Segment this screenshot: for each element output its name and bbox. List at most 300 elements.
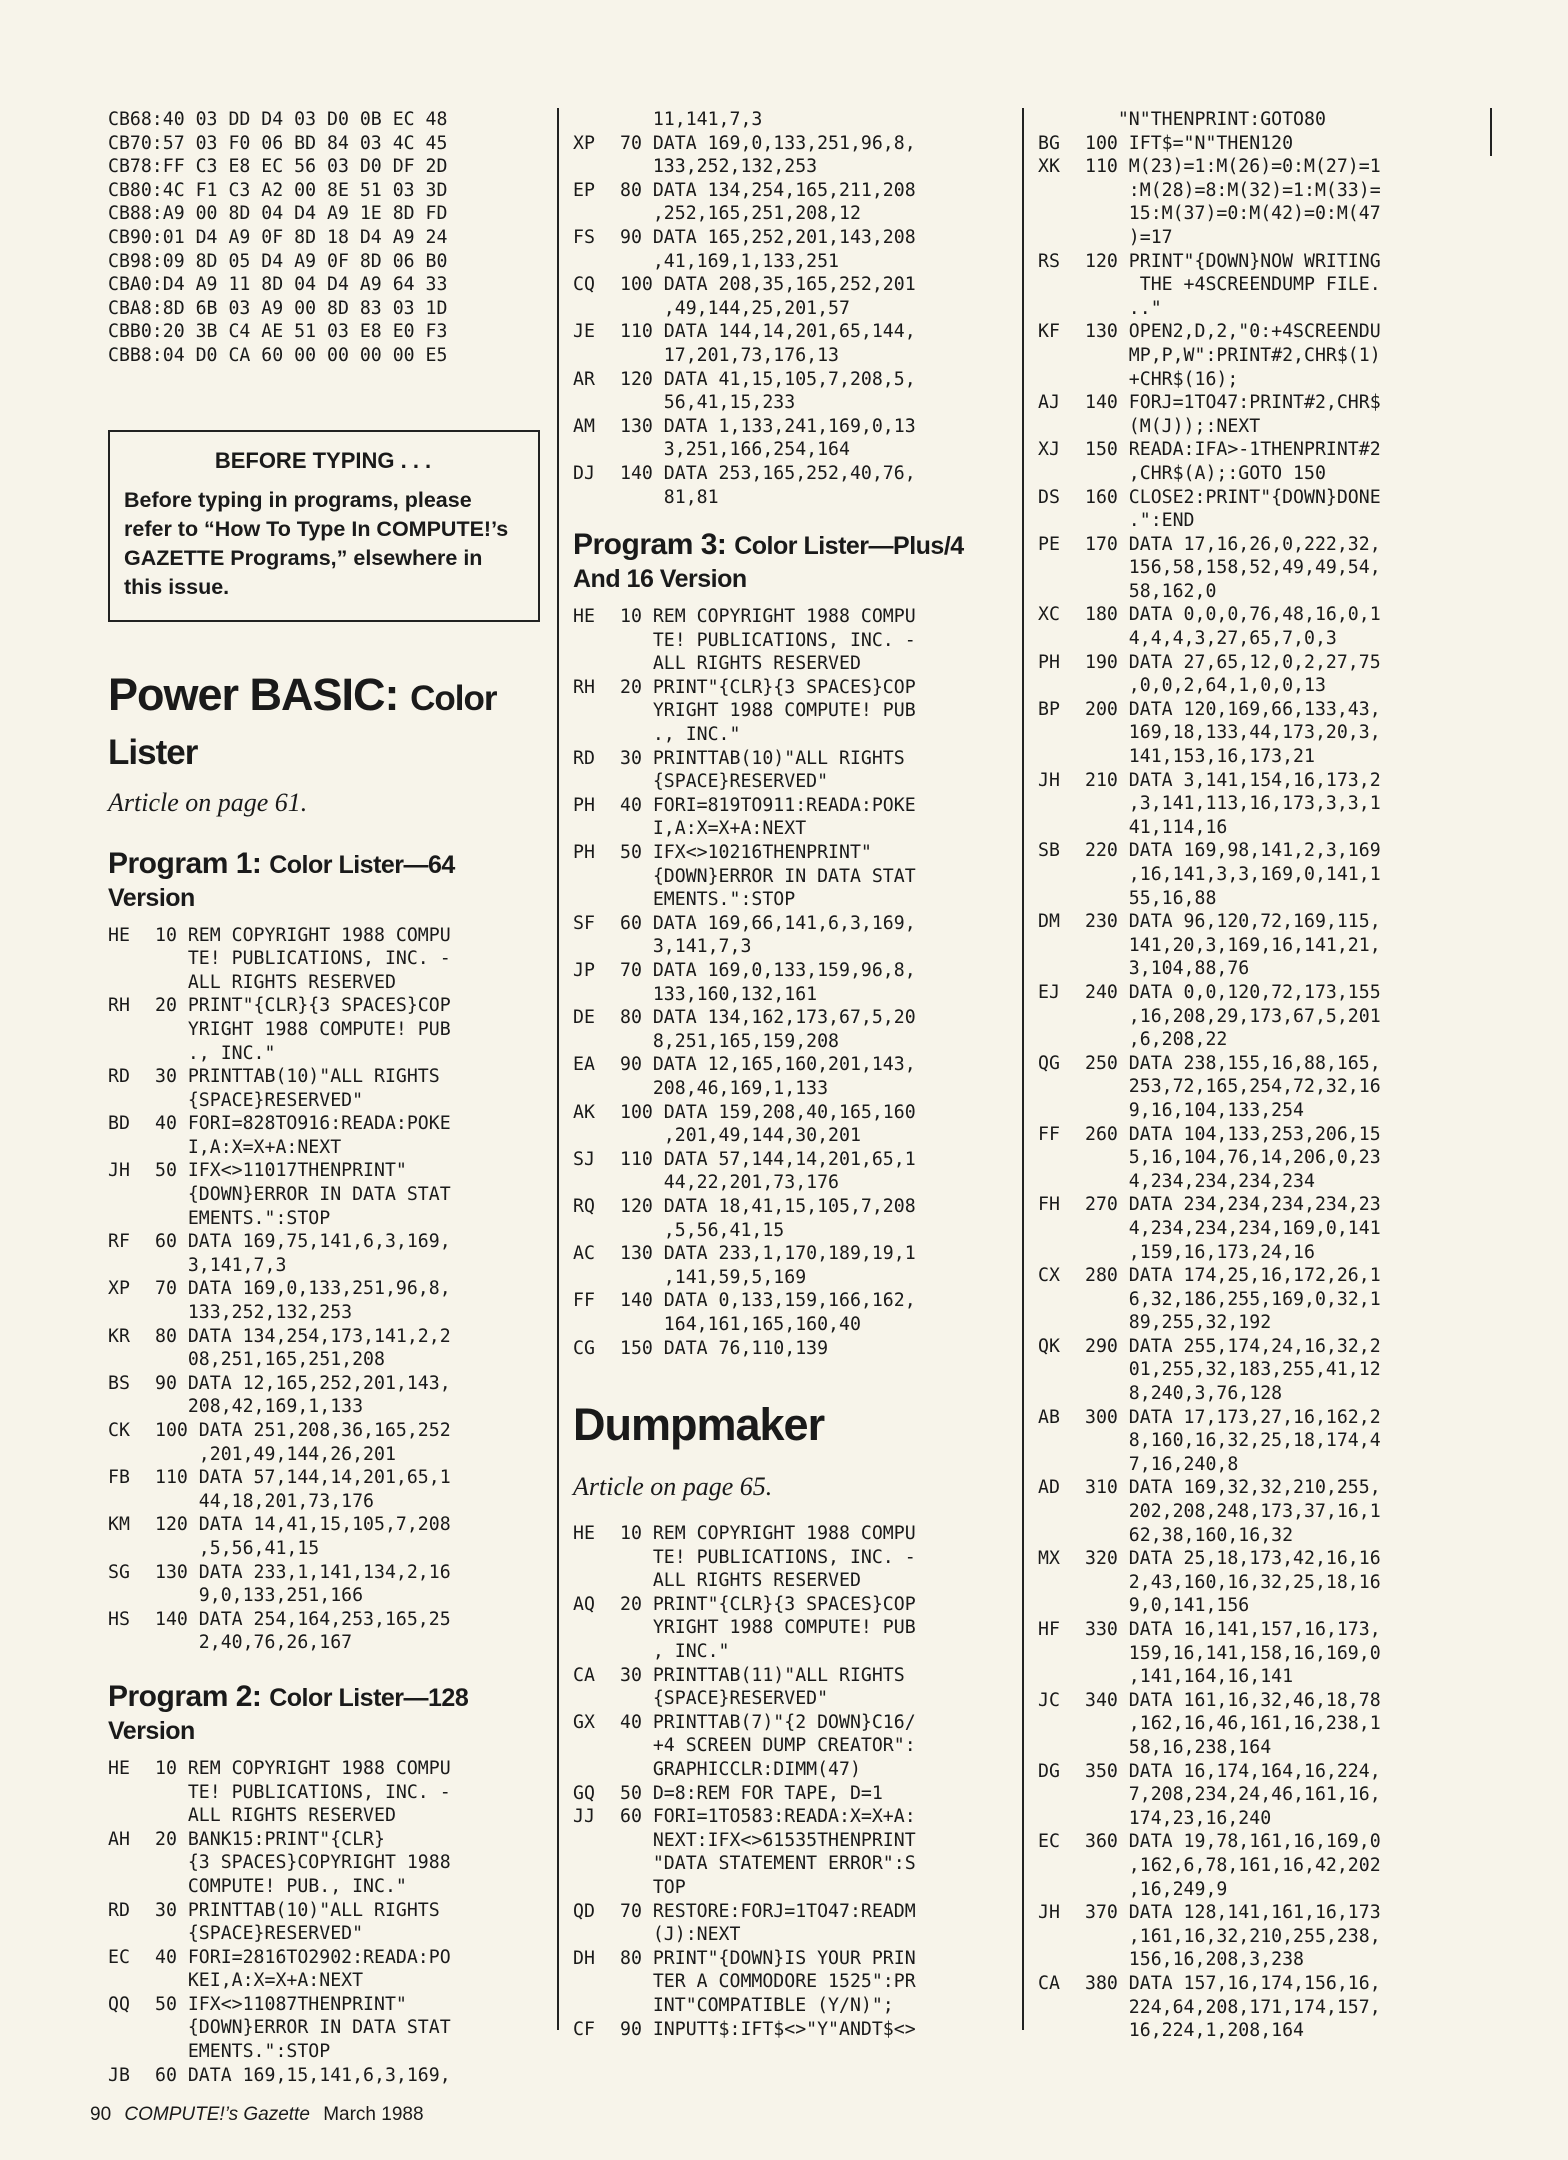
listing-line <box>1038 1618 1478 1689</box>
checksum-tag: HS <box>108 1608 130 1630</box>
listing-line <box>1038 1689 1478 1760</box>
listing-line <box>1038 910 1478 981</box>
listing-line <box>1038 603 1478 650</box>
listing-line <box>1038 132 1478 156</box>
listing-code: 140 DATA 253,165,252,40,76, 81,81 <box>620 462 916 508</box>
listing-code: "N"THENPRINT:GOTO80 <box>1085 109 1326 130</box>
checksum-tag: XC <box>1038 604 1060 626</box>
checksum-tag: CX <box>1038 1265 1060 1287</box>
listing-line <box>1038 108 1478 132</box>
hex-line: CBB0:20 3B C4 AE 51 03 E8 E0 F3 <box>108 321 448 343</box>
listing-line <box>1038 1406 1478 1477</box>
listing-code: 60 FORI=1TO583:READA:X=X+A: NEXT:IFX<>61535THENPRINT "DATA STATEMENT ERROR":S TOP <box>620 1806 916 1898</box>
listing-line <box>573 415 1005 462</box>
listing-line <box>1038 155 1478 249</box>
listing-line <box>573 1148 1005 1195</box>
checksum-tag: JH <box>108 1160 130 1182</box>
hex-line: CB98:09 8D 05 D4 A9 0F 8D 06 B0 <box>108 250 448 272</box>
checksum-tag: FF <box>573 1290 595 1312</box>
listing-line <box>108 1608 540 1655</box>
article-title-sub: Color <box>410 678 497 718</box>
listing-line <box>1038 1972 1478 2043</box>
listing-line <box>573 1947 1005 2018</box>
listing-code: 340 DATA 161,16,32,46,18,78 ,162,16,46,161,16,238,1 58,16,238,164 <box>1085 1689 1381 1758</box>
listing-code: 160 CLOSE2:PRINT"{DOWN}DONE .":END <box>1085 486 1381 532</box>
listing-line <box>573 1006 1005 1053</box>
checksum-tag: CG <box>573 1337 595 1359</box>
article-title <box>108 670 540 778</box>
magazine-name: COMPUTE!’s Gazette <box>124 2104 310 2125</box>
listing-line <box>108 1277 540 1324</box>
listing-line <box>108 1561 540 1608</box>
checksum-tag: RD <box>573 747 595 769</box>
program-1-subtitle-line2: Version <box>108 883 195 912</box>
listing-line <box>573 1101 1005 1148</box>
checksum-tag: AD <box>1038 1477 1060 1499</box>
checksum-tag: FF <box>1038 1123 1060 1145</box>
checksum-tag: QQ <box>108 1993 130 2015</box>
listing-code: 80 DATA 134,162,173,67,5,20 8,251,165,159,208 <box>620 1007 916 1052</box>
listing-code: 20 PRINT"{CLR}{3 SPACES}COP YRIGHT 1988 COMPUTE! PUB ., INC." <box>620 676 916 746</box>
checksum-tag: SB <box>1038 840 1060 862</box>
listing-line <box>1038 1264 1478 1335</box>
listing-line <box>1038 1760 1478 1831</box>
checksum-tag: EP <box>573 179 595 201</box>
checksum-tag: AR <box>573 368 595 390</box>
checksum-tag: PH <box>573 842 595 864</box>
before-typing-body: Before typing in programs, please refer to “How To Type In COMPUTE!’s GAZETTE Programs,” elsewhere in this issue. <box>124 487 509 599</box>
listing-line <box>1038 1335 1478 1406</box>
checksum-tag: BP <box>1038 698 1060 720</box>
listing-code: 120 DATA 18,41,15,105,7,208 ,5,56,41,15 <box>620 1195 916 1241</box>
listing-code: 90 DATA 12,165,252,201,143, 208,42,169,1,133 <box>155 1372 451 1418</box>
listing-line <box>1038 839 1478 910</box>
hex-line: CB90:01 D4 A9 0F 8D 18 D4 A9 24 <box>108 226 448 248</box>
listing-line <box>573 1900 1005 1947</box>
listing-line <box>108 1993 540 2064</box>
listing-line <box>108 1757 540 1828</box>
article-title-line2: Lister <box>108 732 198 772</box>
column-rule-edge <box>1490 108 1492 156</box>
checksum-tag: QG <box>1038 1052 1060 1074</box>
listing-code: 320 DATA 25,18,173,42,16,16 2,43,160,16,32,25,18,16 9,0,141,156 <box>1085 1548 1381 1617</box>
hex-line: CBA8:8D 6B 03 A9 00 8D 83 03 1D <box>108 297 448 319</box>
program-3-heading <box>573 529 1005 595</box>
listing-code: 110 M(23)=1:M(26)=0:M(27)=1 :M(28)=8:M(32)=1:M(33)= 15:M(37)=0:M(42)=0:M(47 )=17 <box>1085 156 1381 248</box>
listing-line <box>573 2018 1005 2042</box>
article-page-ref: Article on page 61. <box>108 787 308 817</box>
listing-line <box>1038 320 1478 391</box>
program-1-heading <box>108 848 540 914</box>
checksum-tag: DM <box>1038 911 1060 933</box>
checksum-tag: KR <box>108 1325 130 1347</box>
listing-line <box>573 320 1005 367</box>
listing-code: 80 PRINT"{DOWN}IS YOUR PRIN TER A COMMODORE 1525":PR INT"COMPATIBLE (Y/N)"; <box>620 1947 916 2016</box>
listing-code: 130 DATA 1,133,241,169,0,13 3,251,166,254,164 <box>620 415 916 461</box>
checksum-tag: CK <box>108 1420 130 1441</box>
page-number: 90 <box>90 2104 112 2125</box>
checksum-tag: SJ <box>573 1148 595 1170</box>
listing-line <box>573 368 1005 415</box>
checksum-tag: RD <box>108 1899 130 1921</box>
listing-code: 330 DATA 16,141,157,16,173, 159,16,141,158,16,169,0 ,141,164,16,141 <box>1085 1619 1381 1688</box>
listing-line <box>1038 769 1478 840</box>
program-3-subtitle-line2: And 16 Version <box>573 565 747 594</box>
checksum-tag: GX <box>573 1711 595 1733</box>
listing-code: 380 DATA 157,16,174,156,16, 224,64,208,171,174,157, 16,224,1,208,164 <box>1085 1972 1381 2042</box>
checksum-tag: XP <box>108 1278 130 1300</box>
listing-code: 20 BANK15:PRINT"{CLR} {3 SPACES}COPYRIGHT 1988 COMPUTE! PUB., INC." <box>155 1828 451 1897</box>
program-1-listing <box>108 924 540 1655</box>
listing-code: 70 DATA 169,0,133,159,96,8, 133,160,132,161 <box>620 960 916 1005</box>
listing-line <box>108 1372 540 1419</box>
listing-code: 30 PRINTTAB(10)"ALL RIGHTS {SPACE}RESERVED" <box>155 1066 440 1111</box>
listing-code: 10 REM COPYRIGHT 1988 COMPU TE! PUBLICATIONS, INC. - ALL RIGHTS RESERVED <box>155 1757 451 1827</box>
checksum-tag: EC <box>108 1946 130 1968</box>
dumpmaker-title: Dumpmaker <box>573 1399 825 1451</box>
listing-line <box>573 794 1005 841</box>
checksum-tag: AM <box>573 415 595 437</box>
listing-line <box>573 1289 1005 1336</box>
hex-line: CBB8:04 D0 CA 60 00 00 00 00 E5 <box>108 344 448 366</box>
listing-code: 130 OPEN2,D,2,"0:+4SCREENDU MP,P,W":PRINT#2,CHR$(1) +CHR$(16); <box>1085 321 1381 390</box>
checksum-tag <box>573 108 620 132</box>
hex-line: CBA0:D4 A9 11 8D 04 D4 A9 64 33 <box>108 274 448 296</box>
listing-line <box>573 747 1005 794</box>
listing-code: 11,141,7,3 <box>620 109 763 130</box>
checksum-tag: XP <box>573 132 595 154</box>
checksum-tag: JE <box>573 321 595 343</box>
program-3-listing <box>573 605 1005 1360</box>
listing-code: 220 DATA 169,98,141,2,3,169 ,16,141,3,3,169,0,141,1 55,16,88 <box>1085 840 1381 909</box>
listing-code: 30 PRINTTAB(10)"ALL RIGHTS {SPACE}RESERVED" <box>620 747 905 793</box>
listing-line <box>1038 250 1478 321</box>
listing-line <box>1038 698 1478 769</box>
listing-line <box>1038 486 1478 533</box>
listing-line <box>573 1522 1005 1593</box>
listing-line <box>573 912 1005 959</box>
listing-code: 10 REM COPYRIGHT 1988 COMPU TE! PUBLICATIONS, INC. - ALL RIGHTS RESERVED <box>620 1523 916 1592</box>
dumpmaker-listing-cont <box>1038 108 1478 2043</box>
listing-line <box>108 1325 540 1372</box>
checksum-tag: RQ <box>573 1195 595 1217</box>
checksum-tag: JC <box>1038 1689 1060 1711</box>
column-rule-right <box>1022 108 1024 2030</box>
listing-code: 130 DATA 233,1,170,189,19,1 ,141,59,5,169 <box>620 1243 916 1288</box>
listing-line <box>573 273 1005 320</box>
listing-code: 10 REM COPYRIGHT 1988 COMPU TE! PUBLICATIONS, INC. - ALL RIGHTS RESERVED <box>155 924 451 993</box>
checksum-tag: RS <box>1038 250 1060 272</box>
checksum-tag: RF <box>108 1231 130 1253</box>
checksum-tag: QK <box>1038 1335 1060 1357</box>
checksum-tag: AJ <box>1038 392 1060 414</box>
listing-code: 40 FORI=2816TO2902:READA:PO KEI,A:X=X+A:NEXT <box>155 1946 451 1992</box>
listing-code: 120 DATA 41,15,105,7,208,5, 56,41,15,233 <box>620 368 916 414</box>
listing-code: 120 DATA 14,41,15,105,7,208 ,5,56,41,15 <box>155 1514 451 1559</box>
listing-code: 140 DATA 0,133,159,166,162, 164,161,165,160,40 <box>620 1290 916 1335</box>
listing-code: 70 RESTORE:FORJ=1TO47:READM (J):NEXT <box>620 1900 916 1946</box>
listing-line <box>108 1828 540 1899</box>
listing-line <box>108 1419 540 1466</box>
checksum-tag: RD <box>108 1066 130 1088</box>
column-2 <box>573 108 1005 2041</box>
listing-code: 100 DATA 208,35,165,252,201 ,49,144,25,201,57 <box>620 274 916 319</box>
listing-code: 140 DATA 254,164,253,165,25 2,40,76,26,167 <box>155 1608 451 1654</box>
checksum-tag: JH <box>1038 769 1060 791</box>
checksum-tag: PH <box>1038 651 1060 673</box>
listing-line <box>573 1782 1005 1806</box>
column-3 <box>1038 108 1478 2043</box>
listing-code: 60 DATA 169,75,141,6,3,169, 3,141,7,3 <box>155 1231 451 1276</box>
listing-code: 80 DATA 134,254,165,211,208 ,252,165,251,208,12 <box>620 179 916 225</box>
listing-code: 100 DATA 159,208,40,165,160 ,201,49,144,30,201 <box>620 1101 916 1147</box>
checksum-tag: HE <box>573 606 595 628</box>
listing-code: 240 DATA 0,0,120,72,173,155 ,16,208,29,173,67,5,201 ,6,208,22 <box>1085 981 1381 1051</box>
listing-code: 50 IFX<>11087THENPRINT" {DOWN}ERROR IN DATA STAT EMENTS.":STOP <box>155 1993 451 2063</box>
listing-line <box>573 132 1005 179</box>
program-2-subtitle: Color Lister—128 <box>269 1683 469 1712</box>
listing-code: 50 D=8:REM FOR TAPE, D=1 <box>620 1782 883 1804</box>
article-title-main: Power BASIC: <box>108 668 399 720</box>
checksum-tag: AC <box>573 1243 595 1265</box>
listing-line <box>573 1711 1005 1782</box>
listing-line <box>1038 981 1478 1052</box>
listing-code: 70 DATA 169,0,133,251,96,8, 133,252,132,253 <box>620 132 916 178</box>
before-typing-title: BEFORE TYPING . . . <box>214 447 432 473</box>
before-typing-box <box>108 430 540 622</box>
listing-code: 230 DATA 96,120,72,169,115, 141,20,3,169,16,141,21, 3,104,88,76 <box>1085 911 1381 980</box>
listing-line <box>1038 1547 1478 1618</box>
page-footer <box>90 2104 424 2126</box>
program-2-subtitle-line2: Version <box>108 1716 195 1745</box>
listing-code: 140 FORJ=1TO47:PRINT#2,CHR$ (M(J));:NEXT <box>1085 392 1381 437</box>
listing-line <box>1038 438 1478 485</box>
checksum-tag: JP <box>573 960 595 981</box>
checksum-tag: BG <box>1038 132 1060 154</box>
listing-line <box>573 462 1005 509</box>
hex-line: CB88:A9 00 8D 04 D4 A9 1E 8D FD <box>108 203 448 225</box>
listing-code: 80 DATA 134,254,173,141,2,2 08,251,165,251,208 <box>155 1325 451 1371</box>
listing-code: 130 DATA 233,1,141,134,2,16 9,0,133,251,166 <box>155 1561 451 1607</box>
hex-line: CB80:4C F1 C3 A2 00 8E 51 03 3D <box>108 179 448 201</box>
listing-line <box>1038 533 1478 604</box>
listing-line <box>108 2064 540 2088</box>
listing-code: 110 DATA 144,14,201,65,144, 17,201,73,176,13 <box>620 321 916 366</box>
checksum-tag: EC <box>1038 1831 1060 1853</box>
article-dumpmaker <box>573 1400 1005 1502</box>
listing-code: 150 DATA 76,110,139 <box>620 1337 829 1359</box>
hex-line: CB70:57 03 F0 06 BD 84 03 4C 45 <box>108 132 448 154</box>
listing-line <box>573 179 1005 226</box>
checksum-tag: MX <box>1038 1548 1060 1570</box>
checksum-tag: GQ <box>573 1782 595 1804</box>
checksum-tag: DJ <box>573 462 595 484</box>
listing-code: 360 DATA 19,78,161,16,169,0 ,162,6,78,161,16,42,202 ,16,249,9 <box>1085 1831 1381 1900</box>
checksum-tag: EJ <box>1038 981 1060 1003</box>
hex-dump <box>108 108 540 368</box>
listing-code: 90 INPUTT$:IFT$<>"Y"ANDT$<> <box>620 2018 916 2040</box>
listing-line <box>108 1112 540 1159</box>
listing-line <box>573 605 1005 676</box>
checksum-tag: DH <box>573 1947 595 1969</box>
listing-line <box>573 1053 1005 1100</box>
checksum-tag: CA <box>1038 1972 1060 1994</box>
listing-code: 200 DATA 120,169,66,133,43, 169,18,133,44,173,20,3, 141,153,16,173,21 <box>1085 698 1381 768</box>
listing-line <box>1038 1830 1478 1901</box>
listing-code: 30 PRINTTAB(10)"ALL RIGHTS {SPACE}RESERVED" <box>155 1899 440 1945</box>
listing-code: 40 PRINTTAB(7)"{2 DOWN}C16/ +4 SCREEN DUMP CREATOR": GRAPHICCLR:DIMM(47) <box>620 1711 916 1781</box>
dumpmaker-listing <box>573 1522 1005 2041</box>
listing-line <box>108 1899 540 1946</box>
program-2-listing <box>108 1757 540 2087</box>
listing-line <box>108 1159 540 1230</box>
listing-line <box>573 1195 1005 1242</box>
checksum-tag: SG <box>108 1561 130 1583</box>
listing-code: 250 DATA 238,155,16,88,165, 253,72,165,254,72,32,16 9,16,104,133,254 <box>1085 1052 1381 1121</box>
listing-code: 90 DATA 12,165,160,201,143, 208,46,169,1,133 <box>620 1054 916 1099</box>
listing-code: 20 PRINT"{CLR}{3 SPACES}COP YRIGHT 1988 COMPUTE! PUB , INC." <box>620 1593 916 1663</box>
listing-code: 270 DATA 234,234,234,234,23 4,234,234,234,169,0,141 ,159,16,173,24,16 <box>1085 1194 1381 1263</box>
checksum-tag: HE <box>108 924 130 946</box>
checksum-tag: CF <box>573 2018 595 2040</box>
dumpmaker-page-ref: Article on page 65. <box>573 1472 773 1502</box>
listing-line <box>108 1065 540 1112</box>
checksum-tag: SF <box>573 912 595 934</box>
checksum-tag: HE <box>108 1757 130 1779</box>
listing-code: 10 REM COPYRIGHT 1988 COMPU TE! PUBLICATIONS, INC. - ALL RIGHTS RESERVED <box>620 606 916 675</box>
checksum-tag: XJ <box>1038 439 1060 461</box>
listing-line <box>573 1337 1005 1361</box>
listing-code: 300 DATA 17,173,27,16,162,2 8,160,16,32,25,18,174,4 7,16,240,8 <box>1085 1406 1381 1475</box>
checksum-tag: DG <box>1038 1760 1060 1782</box>
listing-line <box>573 676 1005 747</box>
listing-code: 350 DATA 16,174,164,16,224, 7,208,234,24,46,161,16, 174,23,16,240 <box>1085 1760 1381 1829</box>
checksum-tag: CQ <box>573 274 595 296</box>
checksum-tag: FB <box>108 1467 130 1489</box>
listing-code: 70 DATA 169,0,133,251,96,8, 133,252,132,253 <box>155 1278 451 1324</box>
listing-code: 50 IFX<>11017THENPRINT" {DOWN}ERROR IN DATA STAT EMENTS.":STOP <box>155 1160 451 1229</box>
listing-code: 30 PRINTTAB(11)"ALL RIGHTS {SPACE}RESERVED" <box>620 1664 905 1710</box>
listing-code: 110 DATA 57,144,14,201,65,1 44,18,201,73,176 <box>155 1467 451 1512</box>
listing-code: 150 READA:IFA>-1THENPRINT#2 ,CHR$(A);:GOTO 150 <box>1085 439 1381 484</box>
listing-line <box>1038 1052 1478 1123</box>
listing-line <box>573 1664 1005 1711</box>
checksum-tag: JH <box>1038 1902 1060 1924</box>
checksum-tag: DE <box>573 1007 595 1029</box>
checksum-tag: AH <box>108 1828 130 1850</box>
checksum-tag: JB <box>108 2064 130 2086</box>
checksum-tag: RH <box>108 995 130 1017</box>
listing-code: 120 PRINT"{DOWN}NOW WRITING THE +4SCREENDUMP FILE. .." <box>1085 250 1381 319</box>
listing-line <box>108 924 540 995</box>
listing-line <box>573 226 1005 273</box>
program-3-label: Program 3: <box>573 528 727 562</box>
checksum-tag <box>1038 108 1085 132</box>
issue-date: March 1988 <box>323 2104 424 2125</box>
checksum-tag: KM <box>108 1514 130 1536</box>
listing-code: 60 DATA 169,66,141,6,3,169, 3,141,7,3 <box>620 912 916 958</box>
listing-line <box>1038 1123 1478 1194</box>
article-power-basic <box>108 670 540 818</box>
checksum-tag: XK <box>1038 156 1060 178</box>
program-2-listing-cont <box>573 108 1005 509</box>
program-1-label: Program 1: <box>108 846 262 880</box>
listing-line <box>573 1242 1005 1289</box>
program-1-subtitle: Color Lister—64 <box>269 850 455 879</box>
checksum-tag: AQ <box>573 1593 595 1615</box>
listing-code: 370 DATA 128,141,161,16,173 ,161,16,32,210,255,238, 156,16,208,3,238 <box>1085 1902 1381 1971</box>
listing-code: 20 PRINT"{CLR}{3 SPACES}COP YRIGHT 1988 COMPUTE! PUB ., INC." <box>155 995 451 1064</box>
listing-code: 180 DATA 0,0,0,76,48,16,0,1 4,4,4,3,27,65,7,0,3 <box>1085 604 1381 650</box>
listing-line <box>573 1593 1005 1664</box>
listing-line <box>108 1466 540 1513</box>
checksum-tag: EA <box>573 1054 595 1076</box>
checksum-tag: RH <box>573 676 595 698</box>
listing-code: 60 DATA 169,15,141,6,3,169, <box>155 2064 451 2086</box>
listing-line <box>1038 1193 1478 1264</box>
checksum-tag: AK <box>573 1101 595 1123</box>
listing-code: 40 FORI=819TO911:READA:POKE I,A:X=X+A:NEXT <box>620 794 916 840</box>
listing-code: 260 DATA 104,133,253,206,15 5,16,104,76,14,206,0,23 4,234,234,234,234 <box>1085 1123 1381 1192</box>
program-3-subtitle: Color Lister—Plus/4 <box>734 532 964 561</box>
listing-line <box>573 1805 1005 1899</box>
listing-code: 90 DATA 165,252,201,143,208 ,41,169,1,133,251 <box>620 226 916 272</box>
checksum-tag: FH <box>1038 1194 1060 1216</box>
checksum-tag: CA <box>573 1664 595 1686</box>
checksum-tag: PH <box>573 794 595 816</box>
listing-line <box>108 1230 540 1277</box>
listing-code: 170 DATA 17,16,26,0,222,32, 156,58,158,52,49,49,54, 58,162,0 <box>1085 533 1381 602</box>
checksum-tag: PE <box>1038 533 1060 555</box>
listing-code: 100 IFT$="N"THEN120 <box>1085 132 1294 154</box>
column-1 <box>108 108 540 2087</box>
column-rule-left <box>557 108 559 2030</box>
checksum-tag: KF <box>1038 321 1060 343</box>
listing-line <box>573 108 1005 132</box>
listing-line <box>1038 1901 1478 1972</box>
listing-code: 210 DATA 3,141,154,16,173,2 ,3,141,113,16,173,3,3,1 41,114,16 <box>1085 769 1381 838</box>
checksum-tag: DS <box>1038 486 1060 508</box>
listing-line <box>108 1513 540 1560</box>
listing-code: 110 DATA 57,144,14,201,65,1 44,22,201,73,176 <box>620 1148 916 1194</box>
listing-code: 310 DATA 169,32,32,210,255, 202,208,248,173,37,16,1 62,38,160,16,32 <box>1085 1477 1381 1546</box>
listing-code: 40 FORI=828TO916:READA:POKE I,A:X=X+A:NEXT <box>155 1113 451 1158</box>
hex-line: CB78:FF C3 E8 EC 56 03 D0 DF 2D <box>108 156 448 178</box>
checksum-tag: BD <box>108 1113 130 1135</box>
listing-code: 280 DATA 174,25,16,172,26,1 6,32,186,255,169,0,32,1 89,255,32,192 <box>1085 1265 1381 1334</box>
listing-line <box>1038 1476 1478 1547</box>
program-2-heading <box>108 1681 540 1747</box>
listing-line <box>1038 391 1478 438</box>
checksum-tag: FS <box>573 226 595 248</box>
checksum-tag: AB <box>1038 1406 1060 1428</box>
checksum-tag: QD <box>573 1900 595 1922</box>
listing-code: 50 IFX<>10216THENPRINT" {DOWN}ERROR IN DATA STAT EMENTS.":STOP <box>620 842 916 911</box>
checksum-tag: BS <box>108 1372 130 1394</box>
program-2-label: Program 2: <box>108 1679 262 1713</box>
hex-line: CB68:40 03 DD D4 03 D0 0B EC 48 <box>108 109 448 130</box>
listing-code: 100 DATA 251,208,36,165,252 ,201,49,144,26,201 <box>155 1420 451 1465</box>
checksum-tag: HF <box>1038 1619 1060 1640</box>
listing-line <box>1038 651 1478 698</box>
checksum-tag: JJ <box>573 1806 595 1828</box>
listing-code: 190 DATA 27,65,12,0,2,27,75 ,0,0,2,64,1,0,0,13 <box>1085 651 1381 697</box>
checksum-tag: HE <box>573 1523 595 1545</box>
listing-line <box>108 1946 540 1993</box>
listing-line <box>573 841 1005 912</box>
listing-line <box>573 959 1005 1006</box>
listing-line <box>108 994 540 1065</box>
